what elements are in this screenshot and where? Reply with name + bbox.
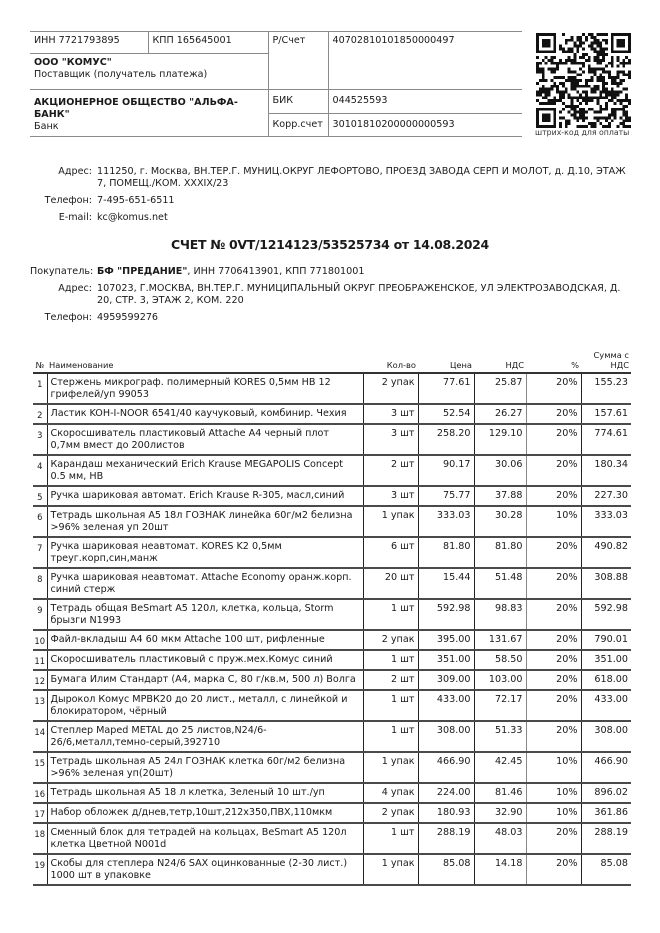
cell-qty: 1 шт [363,823,418,854]
cell-total: 361.86 [581,803,631,823]
cell-total: 490.82 [581,537,631,568]
cell-rate: 10% [526,803,581,823]
cell-qty: 3 шт [363,424,418,455]
cell-vat: 32.90 [474,803,526,823]
items-table [33,350,631,886]
cell-price: 395.00 [418,630,474,650]
cell-price: 433.00 [418,690,474,721]
cell-qty: 20 шт [363,568,418,599]
bank-caption: Банк [34,121,59,132]
cell-vat: 81.46 [474,783,526,803]
cell-name: Ластик KOH-I-NOOR 6541/40 каучуковый, комбинир. Чехия [47,404,363,424]
cell-name: Бумага Илим Стандарт (А4, марка С, 80 г/кв.м, 500 л) Волга [47,670,363,690]
table-row [33,690,631,721]
bank-details-table [30,31,522,137]
items-header-row [33,350,631,373]
buyer-phone-value: 4959599276 [97,312,159,323]
cell-vat: 51.48 [474,568,526,599]
cell-price: 592.98 [418,599,474,630]
cell-name: Степлер Maped METAL до 25 листов,N24/6-26/6,металл,темно-серый,392710 [47,721,363,752]
cell-total: 433.00 [581,690,631,721]
cell-num: 6 [33,506,47,537]
buyer-value [97,266,364,278]
cell-total: 85.08 [581,854,631,885]
cell-num: 12 [33,670,47,690]
cell-vat: 30.06 [474,455,526,486]
buyer-name: БФ "ПРЕДАНИЕ" [97,266,188,277]
table-row [33,404,631,424]
header-total-line1: Сумма с [593,350,629,360]
cell-num: 2 [33,404,47,424]
cell-qty: 2 упак [363,630,418,650]
cell-num: 7 [33,537,47,568]
cell-price: 180.93 [418,803,474,823]
cell-name: Скоросшиватель пластиковый Attache A4 черный плот 0,7мм вмест до 200листов [47,424,363,455]
buyer-details: , ИНН 7706413901, КПП 771801001 [187,266,365,277]
cell-qty: 1 шт [363,721,418,752]
table-row [33,823,631,854]
bank-name-cell [30,90,268,137]
cell-rate: 20% [526,568,581,599]
cell-price: 351.00 [418,650,474,670]
cell-total: 308.88 [581,568,631,599]
cell-qty: 1 упак [363,854,418,885]
cell-price: 466.90 [418,752,474,783]
buyer-address-line1: 107023, Г.МОСКВА, ВН.ТЕР.Г. МУНИЦИПАЛЬНЫЙ ОКРУГ ПРЕОБРАЖЕНСКОЕ, УЛ ЭЛЕКТРОЗАВОДСКАЯ, Д. [97,283,621,294]
cell-rate: 20% [526,854,581,885]
bik-value: 044525593 [328,90,522,114]
cell-rate: 20% [526,690,581,721]
header-qty: Кол-во [363,350,418,373]
table-row [33,752,631,783]
buyer-address-label: Адрес: [58,283,92,294]
cell-total: 155.23 [581,373,631,404]
cell-qty: 3 шт [363,404,418,424]
cell-qty: 2 шт [363,670,418,690]
cell-total: 351.00 [581,650,631,670]
cell-vat: 14.18 [474,854,526,885]
cell-rate: 10% [526,783,581,803]
cell-vat: 42.45 [474,752,526,783]
table-row [33,854,631,885]
cell-qty: 1 упак [363,506,418,537]
cell-name: Сменный блок для тетрадей на кольцах, BeSmart А5 120л клетка Цветной N001d [47,823,363,854]
table-row [33,803,631,823]
supplier-address-line2: 7, ПОМЕЩ./КОМ. XXXIX/23 [97,178,229,189]
supplier-phone-value: 7-495-651-6511 [97,195,175,206]
cell-price: 52.54 [418,404,474,424]
cell-total: 157.61 [581,404,631,424]
cell-name: Тетрадь школьная А5 24л ГОЗНАК клетка 60г/м2 белизна >96% зеленая уп(20шт) [47,752,363,783]
cell-vat: 103.00 [474,670,526,690]
cell-total: 466.90 [581,752,631,783]
cell-rate: 20% [526,721,581,752]
cell-num: 13 [33,690,47,721]
supplier-email-label: E-mail: [58,212,92,223]
supplier-name-caption: Поставщик (получатель платежа) [34,69,208,80]
cell-total: 896.02 [581,783,631,803]
cell-total: 618.00 [581,670,631,690]
cell-rate: 20% [526,630,581,650]
cell-rate: 20% [526,455,581,486]
cell-qty: 2 шт [363,455,418,486]
cell-price: 85.08 [418,854,474,885]
cell-total: 288.19 [581,823,631,854]
cell-rate: 10% [526,506,581,537]
cell-qty: 4 упак [363,783,418,803]
table-row [33,424,631,455]
cell-name: Ручка шариковая неавтомат. Attache Economy оранж.корп. синий стерж [47,568,363,599]
table-row [33,455,631,486]
cell-qty: 1 шт [363,599,418,630]
header-price: Цена [418,350,474,373]
cell-price: 90.17 [418,455,474,486]
cell-vat: 131.67 [474,630,526,650]
table-row [33,630,631,650]
cell-num: 4 [33,455,47,486]
cell-price: 258.20 [418,424,474,455]
cell-name: Тетрадь школьная А5 18л ГОЗНАК линейка 60г/м2 белизна >96% зеленая уп 20шт [47,506,363,537]
bik-label: БИК [268,90,328,114]
cell-name: Тетрадь общая BeSmart А5 120л, клетка, кольца, Storm брызги N1993 [47,599,363,630]
cell-total: 308.00 [581,721,631,752]
supplier-address-line1: 111250, г. Москва, ВН.ТЕР.Г. МУНИЦ.ОКРУГ ЛЕФОРТОВО, ПРОЕЗД ЗАВОДА СЕРП И МОЛОТ, д. Д.10, ЭТАЖ [97,166,626,177]
cell-num: 17 [33,803,47,823]
cell-price: 224.00 [418,783,474,803]
cell-name: Ручка шариковая автомат. Erich Krause R-305, масл,синий [47,486,363,506]
cell-price: 288.19 [418,823,474,854]
cell-total: 333.03 [581,506,631,537]
cell-num: 3 [33,424,47,455]
cell-num: 14 [33,721,47,752]
header-total-line2: НДС [610,360,629,370]
cell-qty: 1 шт [363,690,418,721]
cell-rate: 20% [526,424,581,455]
cell-rate: 20% [526,404,581,424]
cell-vat: 72.17 [474,690,526,721]
header-rate: % [526,350,581,373]
cell-qty: 1 шт [363,650,418,670]
cell-vat: 25.87 [474,373,526,404]
cell-price: 77.61 [418,373,474,404]
table-row [33,537,631,568]
table-row [33,650,631,670]
cell-total: 790.01 [581,630,631,650]
cell-price: 308.00 [418,721,474,752]
cell-qty: 1 упак [363,752,418,783]
cell-rate: 20% [526,599,581,630]
buyer-label: Покупатель: [30,266,94,277]
cell-vat: 30.28 [474,506,526,537]
corr-value: 30101810200000000593 [328,113,522,137]
invoice-title: СЧЕТ № 0VT/1214123/53525734 от 14.08.2024 [171,237,489,252]
cell-vat: 26.27 [474,404,526,424]
cell-rate: 10% [526,752,581,783]
supplier-phone-label: Телефон: [44,195,92,206]
cell-num: 1 [33,373,47,404]
cell-price: 309.00 [418,670,474,690]
cell-num: 16 [33,783,47,803]
cell-num: 5 [33,486,47,506]
qr-code-icon [536,33,631,128]
buyer-phone-label: Телефон: [44,312,92,323]
table-row [33,506,631,537]
cell-total: 592.98 [581,599,631,630]
cell-name: Карандаш механический Erich Krause MEGAPOLIS Concept 0.5 мм, HB [47,455,363,486]
cell-vat: 98.83 [474,599,526,630]
cell-price: 75.77 [418,486,474,506]
supplier-kpp: КПП 165645001 [148,32,268,54]
cell-num: 8 [33,568,47,599]
table-row [33,783,631,803]
cell-price: 81.80 [418,537,474,568]
cell-num: 11 [33,650,47,670]
table-row [33,670,631,690]
cell-vat: 37.88 [474,486,526,506]
cell-num: 15 [33,752,47,783]
cell-qty: 2 упак [363,803,418,823]
supplier-inn: ИНН 7721793895 [30,32,148,54]
cell-name: Дырокол Комус МРВК20 до 20 лист., металл, с линейкой и блокиратором, чёрный [47,690,363,721]
cell-num: 18 [33,823,47,854]
cell-name: Файл-вкладыш А4 60 мкм Attache 100 шт, рифленные [47,630,363,650]
cell-total: 180.34 [581,455,631,486]
cell-vat: 58.50 [474,650,526,670]
cell-price: 333.03 [418,506,474,537]
supplier-address [40,166,640,192]
account-label: Р/Счет [268,32,328,90]
cell-vat: 81.80 [474,537,526,568]
supplier-email-value: kc@komus.net [97,212,168,223]
cell-name: Ручка шариковая неавтомат. KORES K2 0,5мм треуг.корп,син,манж [47,537,363,568]
cell-price: 15.44 [418,568,474,599]
supplier-address-label: Адрес: [58,166,92,177]
header-vat: НДС [474,350,526,373]
account-value: 40702810101850000497 [328,32,522,90]
header-num: № [33,350,47,373]
cell-rate: 20% [526,823,581,854]
corr-label: Корр.счет [268,113,328,137]
cell-num: 10 [33,630,47,650]
cell-vat: 48.03 [474,823,526,854]
cell-num: 9 [33,599,47,630]
qr-caption: штрих-код для оплаты [535,128,630,137]
cell-name: Скобы для степлера N24/6 SAX оцинкованные (2-30 лист.) 1000 шт в упаковке [47,854,363,885]
cell-rate: 20% [526,373,581,404]
cell-name: Скоросшиватель пластиковый с пруж.мех.Комус синий [47,650,363,670]
cell-vat: 129.10 [474,424,526,455]
cell-name: Тетрадь школьная А5 18 л клетка, Зеленый 10 шт./уп [47,783,363,803]
cell-num: 19 [33,854,47,885]
supplier-name: ООО "КОМУС" [34,57,112,68]
table-row [33,568,631,599]
cell-rate: 20% [526,670,581,690]
cell-name: Стержень микрограф. полимерный KORES 0,5мм HB 12 грифелей/уп 99053 [47,373,363,404]
header-total [581,350,631,373]
cell-qty: 3 шт [363,486,418,506]
buyer-address-line2: 20, СТР. 3, ЭТАЖ 2, КОМ. 220 [97,295,244,306]
cell-rate: 20% [526,537,581,568]
cell-qty: 2 упак [363,373,418,404]
cell-rate: 20% [526,650,581,670]
table-row [33,373,631,404]
bank-name: АКЦИОНЕРНОЕ ОБЩЕСТВО "АЛЬФА-БАНК" [34,97,238,120]
cell-vat: 51.33 [474,721,526,752]
table-row [33,486,631,506]
cell-name: Набор обложек д/днев,тетр,10шт,212х350,ПВХ,110мкм [47,803,363,823]
cell-total: 774.61 [581,424,631,455]
cell-rate: 20% [526,486,581,506]
cell-qty: 6 шт [363,537,418,568]
header-name: Наименование [47,350,363,373]
supplier-name-cell [30,54,268,90]
cell-total: 227.30 [581,486,631,506]
table-row [33,721,631,752]
table-row [33,599,631,630]
